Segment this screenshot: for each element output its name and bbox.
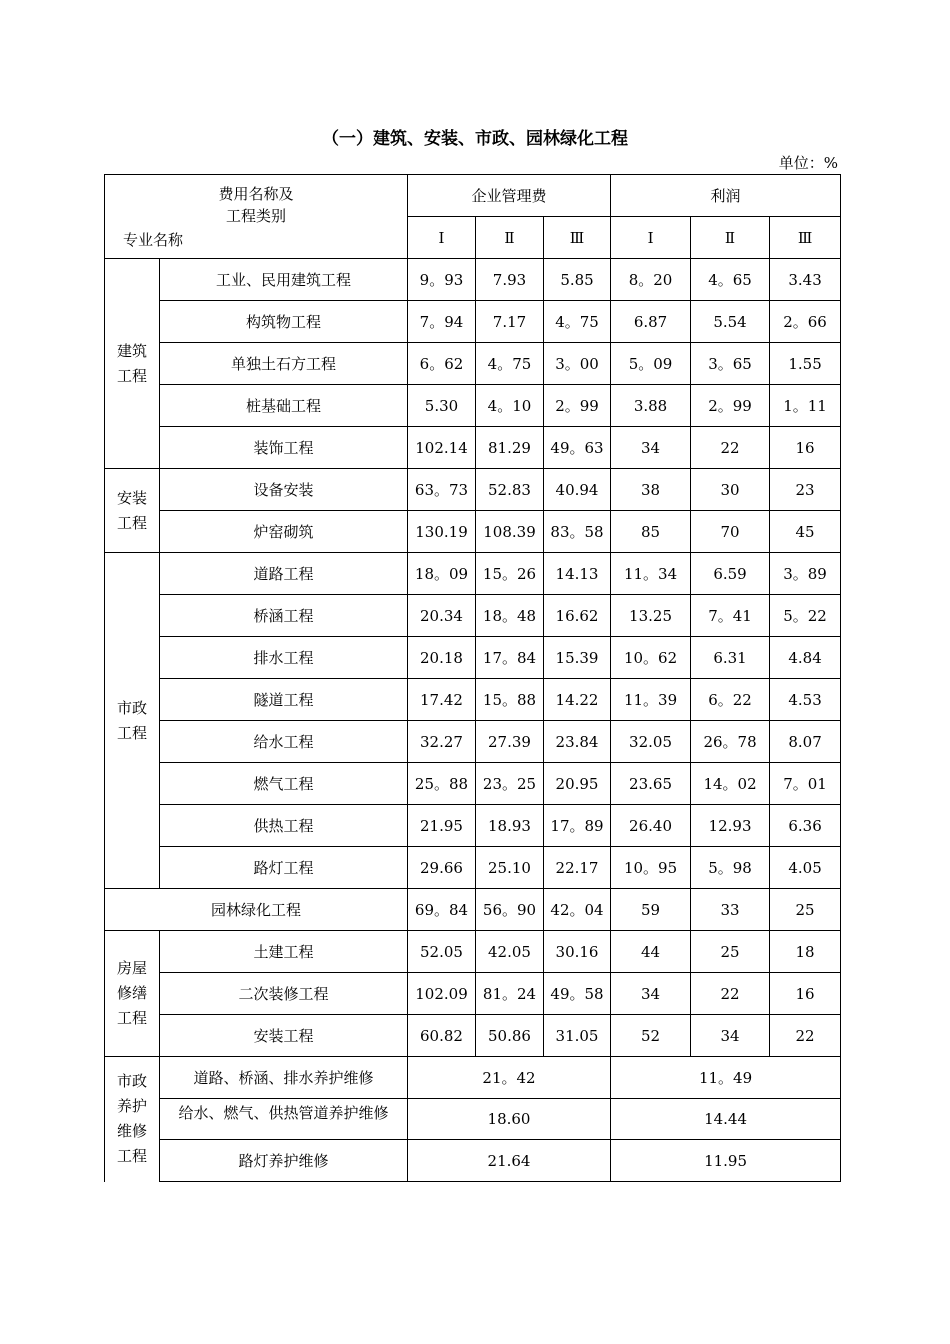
cell-value: 44	[611, 931, 691, 973]
header-class: I	[408, 217, 476, 259]
cell-value: 40.94	[544, 469, 611, 511]
table-row	[105, 1140, 841, 1182]
cell-value: 7。41	[691, 595, 770, 637]
cell-value: 50.86	[476, 1015, 544, 1057]
table-row	[105, 427, 841, 469]
cell-value: 6.87	[611, 301, 691, 343]
cell-value: 108.39	[476, 511, 544, 553]
cell-value: 5.85	[544, 259, 611, 301]
cell-value: 81.29	[476, 427, 544, 469]
cell-value: 59	[611, 889, 691, 931]
row-name: 设备安装	[160, 469, 408, 511]
cell-value: 22	[691, 427, 770, 469]
cell-value: 32.27	[408, 721, 476, 763]
cell-value: 34	[691, 1015, 770, 1057]
cell-value: 4。10	[476, 385, 544, 427]
cell-value: 15.39	[544, 637, 611, 679]
table-row	[105, 721, 841, 763]
cell-value: 16.62	[544, 595, 611, 637]
row-name: 路灯工程	[160, 847, 408, 889]
cell-value: 6.59	[691, 553, 770, 595]
cell-value: 17。89	[544, 805, 611, 847]
cell-value: 17。84	[476, 637, 544, 679]
corner-top-line1: 费用名称及	[218, 185, 294, 203]
cell-value: 102.09	[408, 973, 476, 1015]
table-row	[105, 931, 841, 973]
table-row	[105, 595, 841, 637]
cell-value: 3。89	[770, 553, 841, 595]
cell-value: 4.05	[770, 847, 841, 889]
cell-value: 81。24	[476, 973, 544, 1015]
cell-value: 49。63	[544, 427, 611, 469]
cell-value: 32.05	[611, 721, 691, 763]
cell-value: 22	[691, 973, 770, 1015]
cell-value: 6.31	[691, 637, 770, 679]
cell-value: 14.13	[544, 553, 611, 595]
corner-bottom-text: 专业名称	[123, 231, 184, 249]
cell-value: 3.88	[611, 385, 691, 427]
header-mgmt-fee: 企业管理费	[408, 175, 611, 217]
row-name: 二次装修工程	[160, 973, 408, 1015]
cell-value: 8。20	[611, 259, 691, 301]
cell-value: 6。22	[691, 679, 770, 721]
row-name: 供热工程	[160, 805, 408, 847]
cell-value: 5。98	[691, 847, 770, 889]
cell-value: 15。88	[476, 679, 544, 721]
cell-value: 4。75	[476, 343, 544, 385]
row-name: 构筑物工程	[160, 301, 408, 343]
cell-value: 42。04	[544, 889, 611, 931]
cell-value: 31.05	[544, 1015, 611, 1057]
row-name: 给水工程	[160, 721, 408, 763]
cell-value: 3。65	[691, 343, 770, 385]
cell-value: 23.84	[544, 721, 611, 763]
cell-value: 5。22	[770, 595, 841, 637]
cell-value-mgmt: 21.64	[408, 1140, 611, 1182]
cell-value: 2。99	[544, 385, 611, 427]
page-title: （一）建筑、安装、市政、园林绿化工程	[322, 129, 628, 149]
header-row-1	[105, 175, 841, 217]
row-name: 隧道工程	[160, 679, 408, 721]
table-row	[105, 847, 841, 889]
cell-value: 7.17	[476, 301, 544, 343]
cell-value: 25。88	[408, 763, 476, 805]
cell-value: 52.05	[408, 931, 476, 973]
cell-value: 60.82	[408, 1015, 476, 1057]
cell-value: 69。84	[408, 889, 476, 931]
cell-value: 1。11	[770, 385, 841, 427]
cell-value: 8.07	[770, 721, 841, 763]
row-name: 燃气工程	[160, 763, 408, 805]
cell-value: 25	[770, 889, 841, 931]
header-class: Ⅲ	[544, 217, 611, 259]
table-row	[105, 1057, 841, 1099]
cell-value: 4。75	[544, 301, 611, 343]
cell-value: 34	[611, 973, 691, 1015]
cell-value: 20.18	[408, 637, 476, 679]
header-corner-cell	[105, 175, 408, 259]
cell-value: 5。09	[611, 343, 691, 385]
cell-value: 25	[691, 931, 770, 973]
group-label-installation: 安装 工程	[105, 469, 160, 553]
row-name: 炉窑砌筑	[160, 511, 408, 553]
cell-value: 49。58	[544, 973, 611, 1015]
cell-value: 22	[770, 1015, 841, 1057]
cell-value: 2。66	[770, 301, 841, 343]
cell-value: 14.22	[544, 679, 611, 721]
cell-value-profit: 14.44	[611, 1099, 841, 1140]
cell-value: 4。65	[691, 259, 770, 301]
row-name: 排水工程	[160, 637, 408, 679]
cell-value: 4.84	[770, 637, 841, 679]
table-row	[105, 1015, 841, 1057]
cell-value: 3.43	[770, 259, 841, 301]
row-name: 安装工程	[160, 1015, 408, 1057]
cell-value: 23.65	[611, 763, 691, 805]
cell-value: 30	[691, 469, 770, 511]
header-class: Ⅱ	[476, 217, 544, 259]
row-name-landscape: 园林绿化工程	[105, 889, 408, 931]
cell-value: 18	[770, 931, 841, 973]
cell-value: 6.36	[770, 805, 841, 847]
table-row	[105, 637, 841, 679]
cell-value: 29.66	[408, 847, 476, 889]
cell-value: 23。25	[476, 763, 544, 805]
row-name: 桥涵工程	[160, 595, 408, 637]
cell-value: 26.40	[611, 805, 691, 847]
cell-value: 20.95	[544, 763, 611, 805]
header-class: I	[611, 217, 691, 259]
cell-value-profit: 11.95	[611, 1140, 841, 1182]
table-row	[105, 553, 841, 595]
row-name: 土建工程	[160, 931, 408, 973]
corner-top-line2: 工程类别	[225, 207, 286, 225]
group-label-municipal: 市政 工程	[105, 553, 160, 889]
row-name: 道路工程	[160, 553, 408, 595]
cell-value: 5.30	[408, 385, 476, 427]
cell-value: 20.34	[408, 595, 476, 637]
row-name: 道路、桥涵、排水养护维修	[160, 1057, 408, 1099]
cell-value: 13.25	[611, 595, 691, 637]
header-profit: 利润	[611, 175, 841, 217]
cell-value: 21.95	[408, 805, 476, 847]
table-row	[105, 763, 841, 805]
cell-value: 102.14	[408, 427, 476, 469]
cell-value: 23	[770, 469, 841, 511]
cell-value: 2。99	[691, 385, 770, 427]
cell-value: 56。90	[476, 889, 544, 931]
cell-value: 25.10	[476, 847, 544, 889]
cell-value: 45	[770, 511, 841, 553]
cell-value-profit: 11。49	[611, 1057, 841, 1099]
cell-value: 1.55	[770, 343, 841, 385]
table-row	[105, 511, 841, 553]
row-name: 给水、燃气、供热管道养护维修	[178, 1104, 389, 1122]
corner-top-text	[105, 183, 407, 227]
cell-value: 63。73	[408, 469, 476, 511]
cell-value: 22.17	[544, 847, 611, 889]
cell-value: 16	[770, 973, 841, 1015]
table-row	[105, 973, 841, 1015]
row-name: 工业、民用建筑工程	[160, 259, 408, 301]
row-name-cell	[160, 1099, 408, 1140]
table-row	[105, 889, 841, 931]
cell-value: 52	[611, 1015, 691, 1057]
cell-value: 42.05	[476, 931, 544, 973]
cell-value: 18。48	[476, 595, 544, 637]
table-row	[105, 679, 841, 721]
header-class: Ⅲ	[770, 217, 841, 259]
cell-value-mgmt: 21。42	[408, 1057, 611, 1099]
table-row	[105, 469, 841, 511]
cell-value: 38	[611, 469, 691, 511]
cell-value: 85	[611, 511, 691, 553]
cell-value: 30.16	[544, 931, 611, 973]
cell-value: 15。26	[476, 553, 544, 595]
header-class: Ⅱ	[691, 217, 770, 259]
cell-value: 18。09	[408, 553, 476, 595]
cell-value: 4.53	[770, 679, 841, 721]
cell-value: 7。94	[408, 301, 476, 343]
table-row	[105, 385, 841, 427]
cell-value: 27.39	[476, 721, 544, 763]
row-name: 单独土石方工程	[160, 343, 408, 385]
cell-value: 70	[691, 511, 770, 553]
unit-label: 单位：%	[778, 154, 838, 172]
table-row	[105, 1099, 841, 1140]
cell-value: 14。02	[691, 763, 770, 805]
cell-value: 6。62	[408, 343, 476, 385]
group-label-repair: 房屋 修缮 工程	[105, 931, 160, 1057]
cell-value: 10。62	[611, 637, 691, 679]
table-row	[105, 343, 841, 385]
cell-value: 11。34	[611, 553, 691, 595]
cell-value: 17.42	[408, 679, 476, 721]
fee-rate-table	[104, 174, 841, 1182]
cell-value: 16	[770, 427, 841, 469]
group-label-maintenance: 市政 养护 维修 工程	[105, 1057, 160, 1182]
cell-value-mgmt: 18.60	[408, 1099, 611, 1140]
row-name: 桩基础工程	[160, 385, 408, 427]
cell-value: 33	[691, 889, 770, 931]
row-name: 装饰工程	[160, 427, 408, 469]
table-row	[105, 301, 841, 343]
group-label-construction: 建筑 工程	[105, 259, 160, 469]
table-row	[105, 259, 841, 301]
cell-value: 52.83	[476, 469, 544, 511]
cell-value: 130.19	[408, 511, 476, 553]
cell-value: 3。00	[544, 343, 611, 385]
cell-value: 34	[611, 427, 691, 469]
cell-value: 7。01	[770, 763, 841, 805]
cell-value: 83。58	[544, 511, 611, 553]
cell-value: 12.93	[691, 805, 770, 847]
cell-value: 10。95	[611, 847, 691, 889]
table-row	[105, 805, 841, 847]
row-name: 路灯养护维修	[160, 1140, 408, 1182]
cell-value: 7.93	[476, 259, 544, 301]
cell-value: 26。78	[691, 721, 770, 763]
cell-value: 18.93	[476, 805, 544, 847]
cell-value: 11。39	[611, 679, 691, 721]
cell-value: 9。93	[408, 259, 476, 301]
cell-value: 5.54	[691, 301, 770, 343]
